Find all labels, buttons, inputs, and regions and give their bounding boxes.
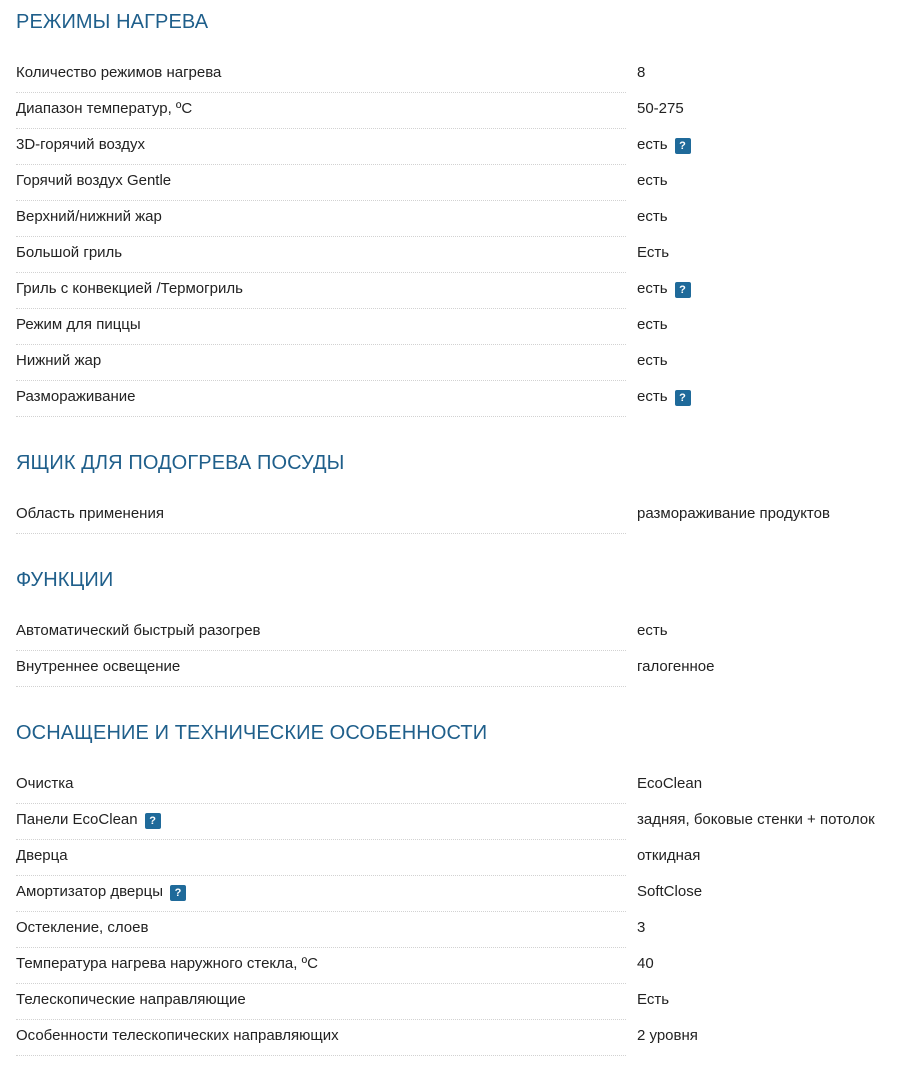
spec-value: есть ?: [637, 135, 691, 155]
spec-value: откидная: [637, 847, 701, 864]
spec-value: есть: [637, 208, 668, 225]
help-icon[interactable]: ?: [675, 138, 691, 154]
spec-row: [16, 615, 896, 651]
help-icon[interactable]: ?: [170, 885, 186, 901]
spec-name: 3D-горячий воздух: [16, 135, 153, 155]
spec-name: Панели EcoClean ?: [16, 810, 169, 830]
spec-value: есть: [637, 352, 668, 369]
spec-row: [16, 948, 896, 984]
spec-row: [16, 165, 896, 201]
spec-row: [16, 309, 896, 345]
help-icon[interactable]: ?: [675, 282, 691, 298]
spec-name: Очистка: [16, 774, 81, 794]
spec-name: Телескопические направляющие: [16, 990, 254, 1010]
spec-row: [16, 57, 896, 93]
spec-row: [16, 1020, 896, 1056]
spec-name: Внутреннее освещение: [16, 657, 188, 677]
spec-row: [16, 93, 896, 129]
spec-value: EcoClean: [637, 775, 703, 792]
spec-row: [16, 345, 896, 381]
spec-name: Остекление, слоев: [16, 918, 156, 938]
section-title-heating-modes: РЕЖИМЫ НАГРЕВА: [16, 11, 209, 33]
spec-name: Температура нагрева наружного стекла, ºC: [16, 954, 326, 974]
help-icon[interactable]: ?: [145, 813, 161, 829]
spec-value: есть: [637, 622, 668, 639]
spec-row: [16, 912, 896, 948]
spec-row: [16, 876, 896, 912]
spec-row: [16, 651, 896, 687]
spec-value: есть ?: [637, 387, 691, 407]
spec-value: есть ?: [637, 279, 691, 299]
section-title-functions: ФУНКЦИИ: [16, 569, 114, 591]
spec-row: [16, 129, 896, 165]
spec-name: Автоматический быстрый разогрев: [16, 621, 269, 641]
spec-value: галогенное: [637, 658, 715, 675]
spec-value: 8: [637, 64, 646, 81]
spec-name: Режим для пиццы: [16, 315, 149, 335]
spec-row: [16, 804, 896, 840]
spec-value: есть: [637, 316, 668, 333]
spec-row: [16, 273, 896, 309]
spec-row: [16, 201, 896, 237]
spec-value: 40: [637, 955, 654, 972]
spec-value: размораживание продуктов: [637, 505, 830, 522]
spec-name: Дверца: [16, 846, 76, 866]
spec-name: Амортизатор дверцы ?: [16, 882, 194, 902]
spec-value: Есть: [637, 244, 670, 261]
spec-name: Гриль с конвекцией /Термогриль: [16, 279, 251, 299]
spec-name: Большой гриль: [16, 243, 130, 263]
spec-name: Нижний жар: [16, 351, 109, 371]
spec-value: 50-275: [637, 100, 684, 117]
spec-name: Размораживание: [16, 387, 143, 407]
spec-value: Есть: [637, 991, 670, 1008]
spec-row: [16, 381, 896, 417]
spec-name: Количество режимов нагрева: [16, 63, 229, 83]
spec-value: SoftClose: [637, 883, 703, 900]
spec-name: Верхний/нижний жар: [16, 207, 170, 227]
spec-value: 3: [637, 919, 646, 936]
spec-name: Диапазон температур, ºC: [16, 99, 200, 119]
help-icon[interactable]: ?: [675, 390, 691, 406]
spec-value: задняя, боковые стенки + потолок: [637, 811, 875, 828]
section-title-equipment: ОСНАЩЕНИЕ И ТЕХНИЧЕСКИЕ ОСОБЕННОСТИ: [16, 722, 488, 744]
spec-row: [16, 768, 896, 804]
spec-name: Горячий воздух Gentle: [16, 171, 179, 191]
spec-name: Особенности телескопических направляющих: [16, 1026, 347, 1046]
spec-row: [16, 984, 896, 1020]
spec-row: [16, 237, 896, 273]
spec-name: Область применения: [16, 504, 172, 524]
spec-value: есть: [637, 172, 668, 189]
spec-value: 2 уровня: [637, 1027, 698, 1044]
section-title-warming-drawer: ЯЩИК ДЛЯ ПОДОГРЕВА ПОСУДЫ: [16, 452, 345, 474]
spec-row: [16, 498, 896, 534]
spec-row: [16, 840, 896, 876]
